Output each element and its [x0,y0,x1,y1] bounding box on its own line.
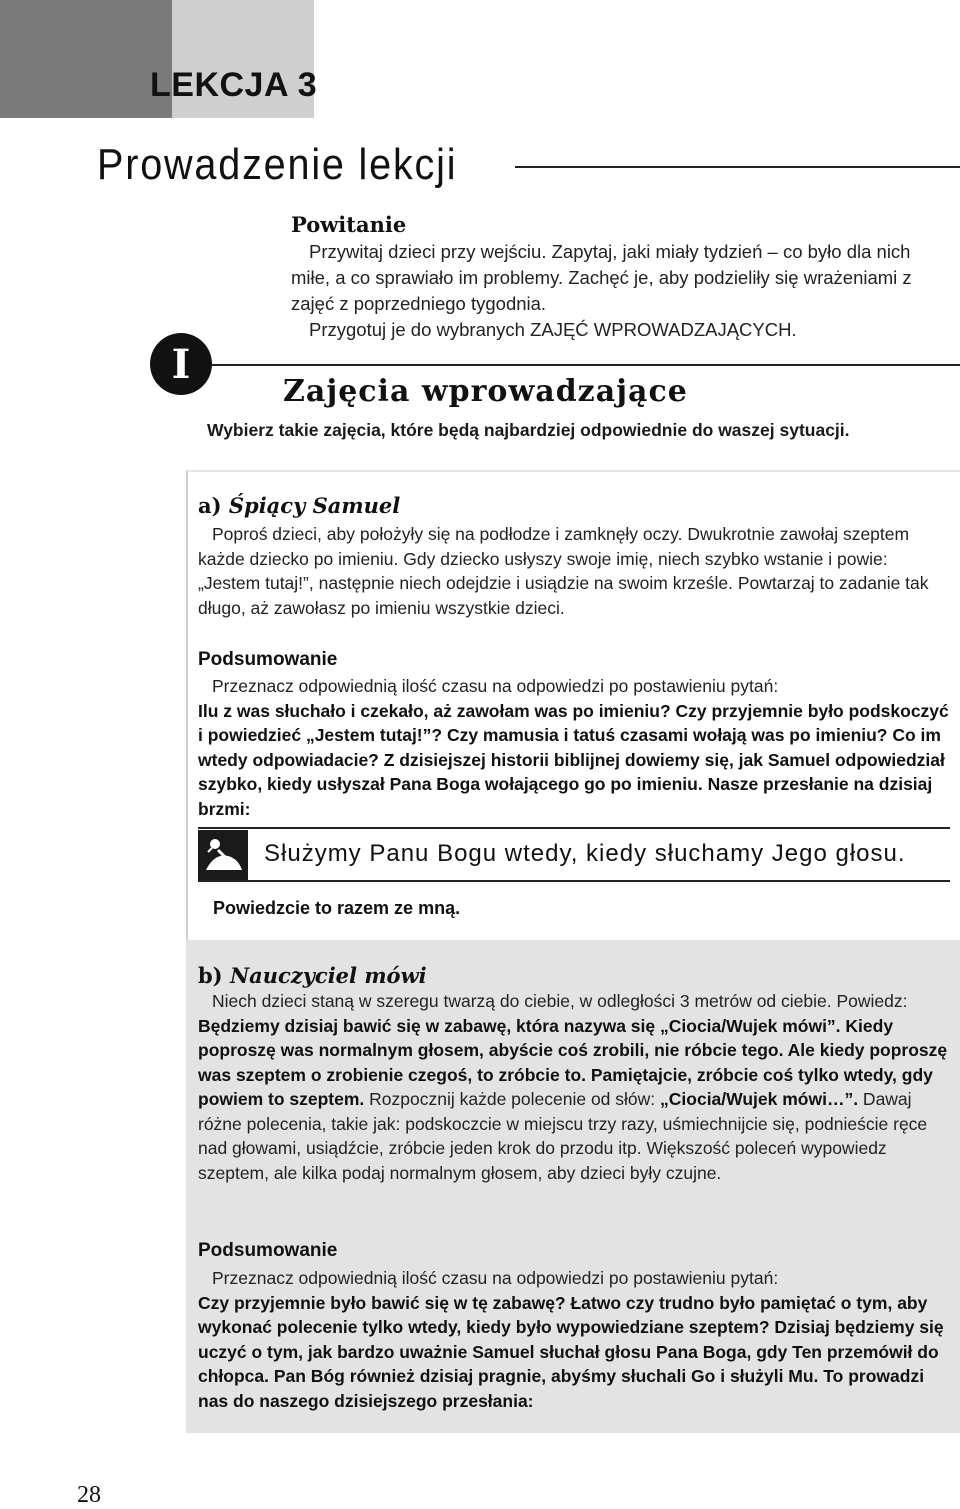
activity-b-heading [198,963,427,988]
section-number-badge: I [150,333,212,395]
greeting-paragraph: Przygotuj je do wybranych ZAJĘĆ WPROWADZAJĄCYCH. [309,319,797,340]
intro-rule [212,364,960,366]
activity-b-text: Rozpocznij każde polecenie od słów: [364,1089,661,1109]
greeting-heading: Powitanie [291,212,407,237]
activity-b-body [198,989,950,1185]
section-rule [515,166,960,168]
activity-b-text: Dawaj różne polecenia, takie jak: podskoczcie w miejscu trzy razy, uśmiechnijcie się, podnieście ręce nad głowami, usiądźcie, zróbcie jeden krok do przodu itp. Większość poleceń wypowiedz szeptem, ale kilka podaj normalnym głosem, aby dzieci były czujne. [198,1089,928,1183]
activity-b-text: Niech dzieci staną w szeregu twarzą do ciebie, w odległości 3 metrów od ciebie. Powiedz: [212,991,908,1011]
praying-figure-icon [198,830,248,880]
activity-b-summary-body [198,1266,950,1413]
activity-a-text: , następnie niech odejdzie i usiądzie na swoim krześle. Powtarzaj to zadanie tak długo, aż zawołasz po imieniu wszystkie dzieci. [198,573,929,618]
activity-a-body [198,522,950,620]
intro-subtitle: Wybierz takie zajęcia, które będą najbardziej odpowiednie do waszej sytuacji. [207,420,850,440]
activity-b-summary-intro: Przeznacz odpowiednią ilość czasu na odpowiedzi po postawieniu pytań: [212,1268,779,1288]
memory-message: Służymy Panu Bogu wtedy, kiedy słuchamy Jego głosu. [264,840,906,867]
header-tab-dark [0,0,172,118]
activity-b-bold-text: Będziemy dzisiaj bawić się w zabawę, która nazywa się „Ciocia/Wujek mówi”. Kiedy poproszę was normalnym głosem, abyście coś zrobili, nie róbcie tego. Ale kiedy poproszę was szeptem o zrobienie czegoś, to zróbcie to. Pamiętajcie, zróbcie coś tylko wtedy, gdy powiem to szeptem. [198,1015,948,1109]
page-number: 28 [77,1482,101,1508]
activity-a-summary-body [198,674,950,821]
greeting-body [291,239,931,343]
activity-b-title: Nauczyciel mówi [229,963,427,988]
activity-a-title: Śpiący Samuel [228,493,401,518]
message-instruction: Powiedzcie to razem ze mną. [213,898,461,918]
activity-b-summary-questions: Czy przyjemnie było bawić się w tę zabawę? Łatwo czy trudno było pamiętać o tym, aby wykonać polecenie tylko wtedy, kiedy było wypowiedziane szeptem? Dzisiaj będziemy się uczyć o tym, jak bardzo uważnie Samuel słuchał głosu Pana Boga, gdy Ten przemówił do chłopca. Pan Bóg również dzisiaj pragnie, abyśmy słuchali Go i służyli Mu. To prowadzi nas do naszego dzisiejszego przesłania: [198,1292,944,1411]
section-title: Prowadzenie lekcji [97,140,458,189]
activity-a-label: a) [198,493,222,518]
activity-a-quote: „Jestem tutaj!” [198,573,309,593]
message-rule-top [198,827,950,829]
activity-b-label: b) [198,963,223,988]
greeting-paragraph: Przywitaj dzieci przy wejściu. Zapytaj, jaki miały tydzień – co było dla nich miłe, a co sprawiało im problemy. Zachęć je, aby podzieliły się wrażeniami z zajęć z poprzedniego tygodnia. [291,241,912,314]
message-rule-bottom [198,880,950,882]
activity-a-summary-intro: Przeznacz odpowiednią ilość czasu na odpowiedzi po postawieniu pytań: [212,676,779,696]
activity-b-summary-heading: Podsumowanie [198,1240,338,1261]
activity-a-text: Poproś dzieci, aby położyły się na podłodze i zamknęły oczy. Dwukrotnie zawołaj szeptem każde dziecko po imieniu. Gdy dziecko usłyszy swoje imię, niech szybko wstanie i powie: [198,524,910,569]
intro-title: Zajęcia wprowadzające [283,374,688,409]
lesson-title: LEKCJA 3 [150,66,318,104]
activity-b-bold-text: „Ciocia/Wujek mówi…”. [660,1089,859,1109]
activity-a-heading [198,493,400,518]
activity-a-summary-questions: Ilu z was słuchało i czekało, aż zawołam was po imieniu? Czy przyjemnie było podskoczyć i powiedzieć „Jestem tutaj!”? Czy mamusia i tatuś czasami wołają was po imieniu? Co im wtedy odpowiadacie? Z dzisiejszej historii biblijnej dowiemy się, jak Samuel odpowiedział szybko, kiedy usłyszał Pana Boga wołającego go po imieniu. Nasze przesłanie na dzisiaj brzmi: [198,700,949,819]
activity-a-summary-heading: Podsumowanie [198,649,338,670]
